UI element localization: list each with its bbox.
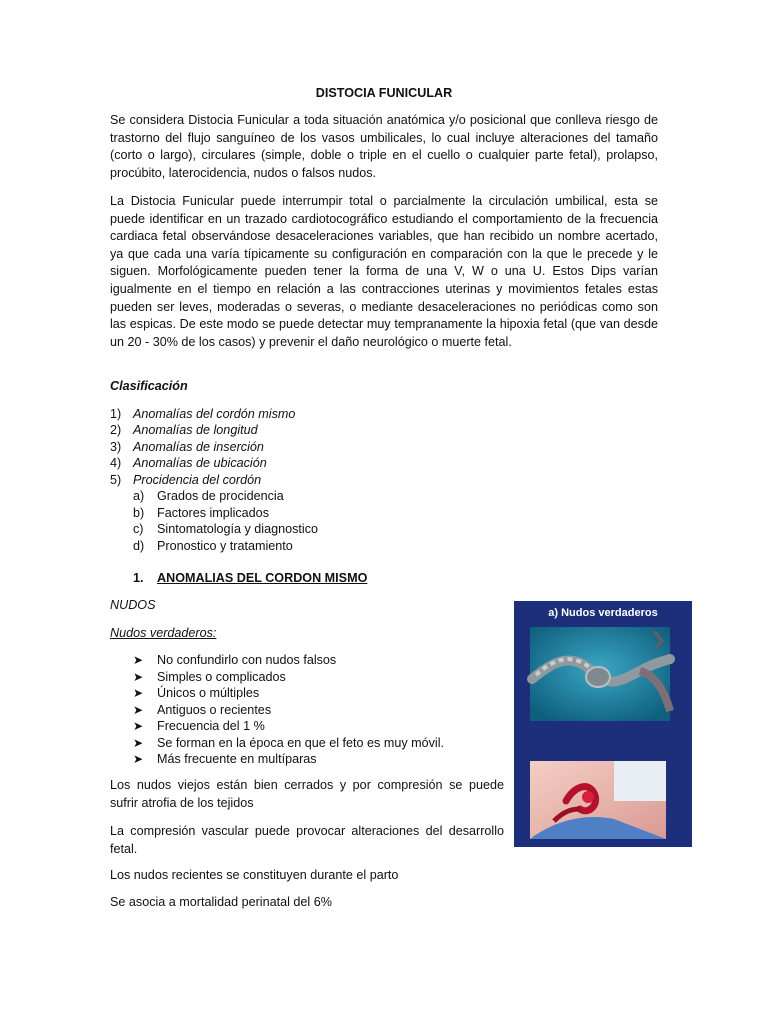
list-item: ➤ Únicos o múltiples — [133, 686, 260, 700]
nudos-bullet-list — [133, 652, 444, 768]
list-item: d) Pronostico y tratamiento — [133, 538, 293, 553]
intro-paragraph: Se considera Distocia Funicular a toda situación anatómica y/o posicional que conlleva riesgo de trastorno del flujo sanguíneo de los vasos umbilicales, lo cual incluye alteraciones del tamaño (corto o largo), circulares (simple, doble o triple en el cuello o cualquier parte fetal), prolapso, procúbito, laterocidencia, nudos o falsos nudos. — [110, 113, 658, 180]
nudos-verdaderos-figure — [514, 601, 692, 847]
list-item: c) Sintomatología y diagnostico — [133, 522, 319, 537]
classification-list — [110, 406, 295, 488]
nudos-recientes-text: Los nudos recientes se constituyen durante el parto — [110, 868, 399, 882]
document-title: DISTOCIA FUNICULAR — [315, 86, 453, 100]
compresion-paragraph: La compresión vascular puede provocar alteraciones del desarrollo fetal. — [110, 824, 504, 856]
arrow-bullet-icon: ➤ — [133, 653, 144, 667]
list-item: b) Factores implicados — [133, 505, 269, 520]
list-item: ➤ Antiguos o recientes — [133, 702, 272, 717]
mortalidad-text: Se asocia a mortalidad perinatal del 6% — [110, 895, 332, 909]
list-item: 3) Anomalías de inserción — [110, 439, 264, 454]
nudos-heading: NUDOS — [110, 598, 156, 612]
nudos-viejos-paragraph: Los nudos viejos están bien cerrados y por compresión se puede sufrir atrofia de los tejidos — [110, 778, 504, 810]
section-heading: 1. ANOMALIAS DEL CORDON MISMO — [133, 571, 368, 585]
figure-caption: a) Nudos verdaderos — [548, 607, 658, 619]
arrow-bullet-icon: ➤ — [133, 752, 144, 766]
list-item: ➤ Frecuencia del 1 % — [133, 719, 265, 733]
nudos-verdaderos-heading: Nudos verdaderos: — [110, 626, 217, 640]
list-item: 2) Anomalías de longitud — [110, 423, 258, 438]
arrow-bullet-icon: ➤ — [133, 719, 144, 733]
arrow-bullet-icon: ➤ — [133, 686, 144, 700]
list-item: ➤ Más frecuente en multíparas — [133, 752, 317, 766]
umbilical-cord-knot-photo — [514, 601, 692, 847]
list-item: ➤ Simples o complicados — [133, 669, 286, 684]
procidencia-sublist — [133, 488, 318, 554]
list-item: ➤ Se forman en la época en que el feto es muy móvil. — [133, 735, 445, 750]
arrow-bullet-icon: ➤ — [133, 669, 144, 684]
list-item: 1) Anomalías del cordón mismo — [110, 407, 296, 421]
list-item: 5) Procidencia del cordón — [110, 472, 262, 487]
body-paragraph: La Distocia Funicular puede interrumpir total o parcialmente la circulación umbilical, esta se puede identificar en un trazado cardiotocográfico estudiando el comportamiento de la frecuencia cardiaca fetal observándose desaceleraciones variables, que han recibido un nombre acertado, ya que cada una varía típicamente su configuración en comparación con la que le precede y le siguen. Morfológicamente pueden tener la forma de una V, W o una U. Estos Dips varían igualmente en el tiempo en relación a las contracciones uterinas y movimientos fetales estas pueden ser leves, moderadas o severas, o mediante desaceleraciones no periódicas como son las espicas. De este modo se puede detectar muy tempranamente la hipoxia fetal (que van desde un 20 - 30% de los casos) y prevenir el daño neurológico o muerte fetal. — [110, 194, 658, 349]
list-item: a) Grados de procidencia — [133, 489, 284, 503]
classification-heading: Clasificación — [110, 379, 188, 393]
list-item: ➤ No confundirlo con nudos falsos — [133, 653, 337, 667]
arrow-bullet-icon: ➤ — [133, 735, 144, 750]
arrow-bullet-icon: ➤ — [133, 702, 144, 717]
list-item: 4) Anomalías de ubicación — [110, 456, 267, 471]
